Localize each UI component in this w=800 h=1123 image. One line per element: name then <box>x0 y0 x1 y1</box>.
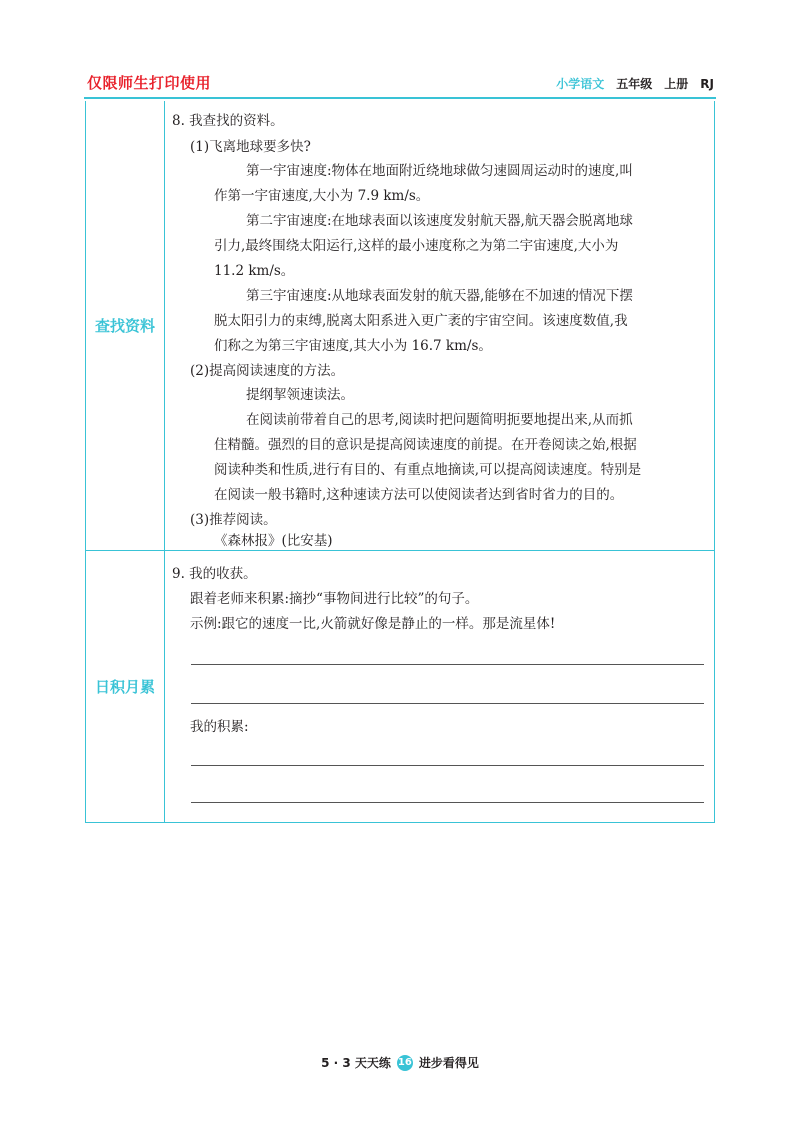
accumulation-label: 日积月累 <box>94 678 155 696</box>
accumulation-label-cell <box>86 551 165 822</box>
paragraph-line: 在阅读前带着自己的思考,阅读时把问题简明扼要地提出来,从而抓 <box>246 412 633 428</box>
paragraph-line: 住精髓。强烈的目的意识是提高阅读速度的前提。在开卷阅读之始,根据 <box>214 437 637 453</box>
edition-label: RJ <box>700 77 714 91</box>
answer-line[interactable] <box>191 765 704 766</box>
answer-line[interactable] <box>191 664 704 665</box>
footer-brand: 5 · 3 天天练 <box>321 1056 391 1070</box>
paragraph-line: 引力,最终围绕太阳运行,这样的最小速度称之为第二宇宙速度,大小为 <box>214 238 619 254</box>
book-recommendation: 《森林报》(比安基) <box>214 533 333 549</box>
paragraph-line: 第二宇宙速度:在地球表面以该速度发射航天器,航天器会脱离地球 <box>246 213 633 229</box>
question-8-heading: 8. 我查找的资料。 <box>172 113 284 129</box>
paragraph-line: 提纲挈领速读法。 <box>246 387 354 403</box>
paragraph-line: 作第一宇宙速度,大小为 7.9 km/s。 <box>214 188 430 204</box>
footer-slogan: 进步看得见 <box>418 1056 479 1070</box>
answer-line[interactable] <box>191 802 704 803</box>
sub-heading-1: (1)飞离地球要多快? <box>190 139 311 155</box>
paragraph-line: 第一宇宙速度:物体在地面附近绕地球做匀速圆周运动时的速度,叫 <box>246 163 633 179</box>
paragraph-line: 在阅读一般书籍时,这种速读方法可以使阅读者达到省时省力的目的。 <box>214 487 624 503</box>
paragraph-line: 们称之为第三宇宙速度,其大小为 16.7 km/s。 <box>214 338 492 354</box>
page-number: 16 <box>397 1055 413 1071</box>
my-accumulation-label: 我的积累: <box>190 719 249 735</box>
paragraph-line: 第三宇宙速度:从地球表面发射的航天器,能够在不加速的情况下摆 <box>246 288 633 304</box>
header-meta <box>556 75 714 92</box>
answer-line[interactable] <box>191 703 704 704</box>
question-9-heading: 9. 我的收获。 <box>172 566 257 582</box>
instruction-line: 跟着老师来积累:摘抄“事物间进行比较”的句子。 <box>190 591 479 607</box>
paragraph-line: 阅读种类和性质,进行有目的、有重点地摘读,可以提高阅读速度。特别是 <box>214 462 642 478</box>
sub-heading-3: (3)推荐阅读。 <box>190 512 277 528</box>
sub-heading-2: (2)提高阅读速度的方法。 <box>190 363 345 379</box>
paragraph-line: 脱太阳引力的束缚,脱离太阳系进入更广袤的宇宙空间。该速度数值,我 <box>214 313 628 329</box>
example-line: 示例:跟它的速度一比,火箭就好像是静止的一样。那是流星体! <box>190 616 556 632</box>
subject-label: 小学语文 <box>556 77 605 91</box>
volume-label: 上册 <box>664 77 689 91</box>
page-footer <box>0 1054 800 1071</box>
grade-label: 五年级 <box>616 77 653 91</box>
header-rule <box>84 97 716 99</box>
research-label-cell <box>86 101 165 550</box>
research-label: 查找资料 <box>94 317 155 335</box>
paragraph-line: 11.2 km/s。 <box>214 263 295 279</box>
print-notice: 仅限师生打印使用 <box>87 74 212 92</box>
